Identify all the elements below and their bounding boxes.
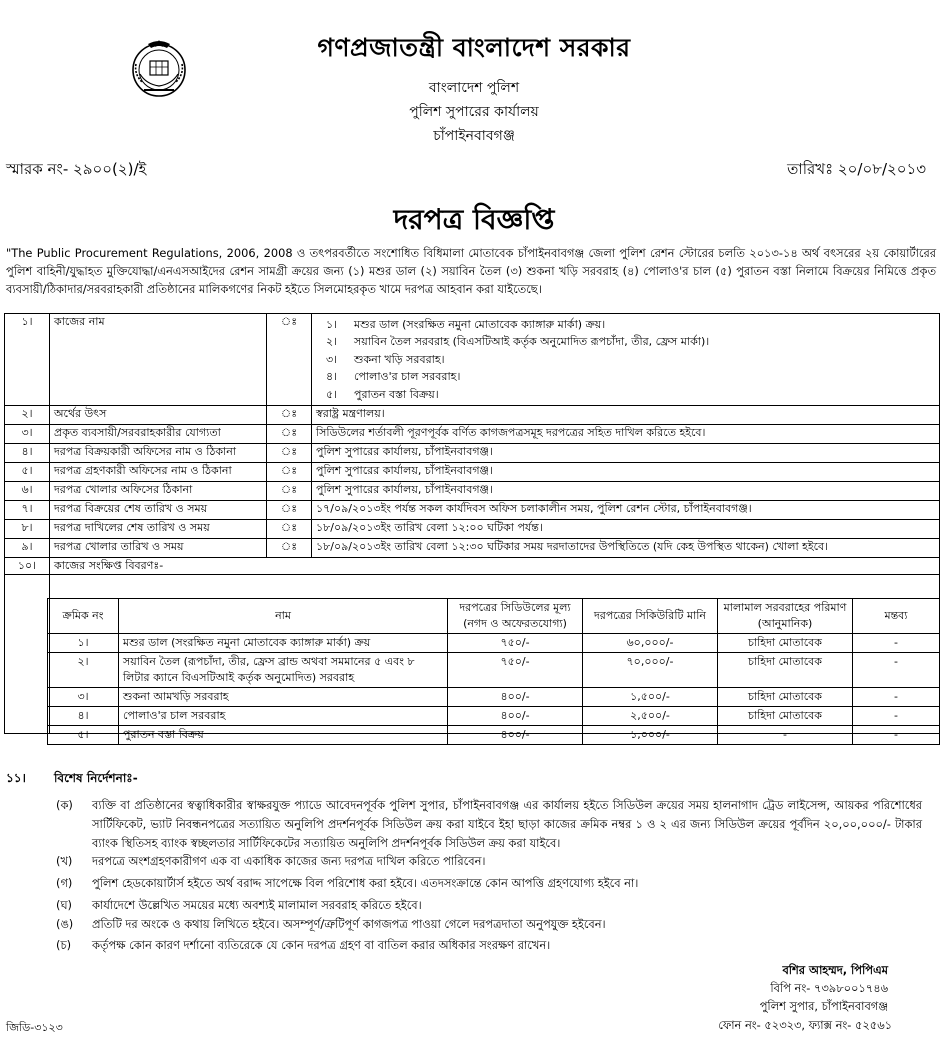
office-name: পুলিশ সুপারের কার্যালয় [409,104,539,120]
item-number-spacer [5,575,50,734]
table-row [5,314,940,406]
item-number: ৪। [5,444,50,463]
quantity-cell: চাহিদা মোতাবেক [718,634,853,653]
item-value: স্বরাষ্ট্র মন্ত্রণালয়। [312,406,940,425]
column-header: মালামাল সরবরাহের পরিমাণ (আনুমানিক) [718,599,853,634]
column-header: মন্তব্য [853,599,940,634]
item-number: ২। [5,406,50,425]
table-row [5,463,940,482]
serial-cell: ৪। [48,707,119,726]
colon-separator: ঃ [267,501,312,520]
instruction-clause: (ঙ) প্রতিটি দর অংকে ও কথায় লিখিতে হইবে। অসম্পূর্ণ/ত্রুটিপূর্ণ কাগজপত্র পাওয়া গেলে দরপত্রদাতা অনুপযুক্ত হইবেন। [56,917,606,931]
name-cell: পুরাতন বস্তা বিক্রয় [119,726,448,745]
work-item: ৪। পোলাও'র চাল সরবরাহ। [326,370,461,384]
special-instructions-heading: ১১। বিশেষ নির্দেশনাঃ- [6,771,138,785]
item-label: প্রকৃত ব্যবসায়ী/সরবরাহকারীর যোগ্যতা [50,425,267,444]
colon-separator: ঃ [267,463,312,482]
item-value: পুলিশ সুপারের কার্যালয়, চাঁপাইনবাবগঞ্জ। [312,482,940,501]
name-cell: পোলাও'র চাল সরবরাহ [119,707,448,726]
signatory-name: বশির আহম্মদ, পিপিএম [782,963,888,977]
item-number: ৮। [5,520,50,539]
quantity-cell: - [718,726,853,745]
security-money-cell: ১,৫০০/- [583,688,718,707]
item-label: দরপত্র খোলার তারিখ ও সময় [50,539,267,558]
item-label: দরপত্র খোলার অফিসের ঠিকানা [50,482,267,501]
security-money-cell: ২,৫০০/- [583,707,718,726]
item-value: পুলিশ সুপারের কার্যালয়, চাঁপাইনবাবগঞ্জ। [312,463,940,482]
table-row [5,501,940,520]
column-header: নাম [119,599,448,634]
table-row [48,653,940,688]
name-cell: শুকনা আমখড়ি সরবরাহ [119,688,448,707]
serial-cell: ৫। [48,726,119,745]
instruction-clause: (গ) পুলিশ হেডকোয়ার্টার্স হইতে অর্থ বরাদ্দ সাপেক্ষে বিল পরিশোধ করা হইবে। এতদসংক্রান্তে কোন আপত্তি গ্রহণযোগ্য হইবে না। [56,876,639,890]
security-money-cell: ১,০০০/- [583,726,718,745]
quantity-cell: চাহিদা মোতাবেক [718,707,853,726]
colon-separator: ঃ [267,539,312,558]
schedule-price-cell: ৭৫০/- [448,653,583,688]
gd-code: জিডি-৩১২৩ [6,1021,63,1034]
serial-cell: ৩। [48,688,119,707]
serial-cell: ২। [48,653,119,688]
memo-number: স্মারক নং- ২৯০০(২)/ই [6,160,147,178]
document-title: দরপত্র বিজ্ঞপ্তি [393,203,555,236]
colon-separator: ঃ [267,482,312,501]
table-row [48,707,940,726]
serial-cell: ১। [48,634,119,653]
work-item: ১। মশুর ডাল (সংরক্ষিত নমুনা মোতাবেক ক্যাঙ্গারু মার্কা) ক্রয়। [326,318,606,331]
instruction-clause: (ঘ) কার্যাদেশে উল্লেখিত সময়ের মধ্যে অবশ্যই মালামাল সরবরাহ করিতে হইবে। [56,898,422,912]
table-row [5,558,940,575]
department-name: বাংলাদেশ পুলিশ [428,80,520,96]
item-label: কাজের সংক্ষিপ্ত বিবরণঃ- [50,558,940,575]
item-value: ১৭/০৯/২০১৩ইং পর্যন্ত সকল কার্যদিবস অফিস চলাকালীন সময়, পুলিশ রেশন স্টোর, চাঁপাইনবাবগঞ্জ। [312,501,940,520]
signatory-designation: পুলিশ সুপার, চাঁপাইনবাবগঞ্জ [759,999,888,1013]
item-label: দরপত্র বিক্রয়ের শেষ তারিখ ও সময় [50,501,267,520]
issue-date: তারিখঃ ২০/০৮/২০১৩ [787,160,926,178]
remarks-cell: - [853,634,940,653]
colon-separator: ঃ [267,520,312,539]
quantity-cell: চাহিদা মোতাবেক [718,653,853,688]
instruction-clause: (চ) কর্তৃপক্ষ কোন কারণ দর্শানো ব্যতিরেকে যে কোন দরপত্র গ্রহণ বা বাতিল করার অধিকার সংরক্ষণ রাখেন। [56,938,551,952]
table-row [5,425,940,444]
column-header: ক্রমিক নং [48,599,119,634]
intro-paragraph: "The Public Procurement Regulations, 2006, 2008 ও তৎপরবর্তীতে সংশোধিত বিধিমালা মোতাবেক চাঁপাইনবাবগঞ্জ জেলা পুলিশ রেশন স্টোরের চলতি ২০১৩-১৪ অর্থ বৎসরের ২য় কোয়ার্টারের পুলিশ বাহিনী/যুদ্ধাহত মুক্তিযোদ্ধা/এনএসআইদের রেশন সামগ্রী ক্রয়ের জন্য (১) মশুর ডাল (২) সয়াবিন তৈল (৩) শুকনা খড়ি সরবরাহ (৪) পোলাও'র চাল (৫) পুরাতন বস্তা নিলামে বিক্রয়ের নিমিত্তে প্রকৃত ব্যবসায়ী/ঠিকাদার/সরবরাহকারী প্রতিষ্ঠানের মালিকগণের নিকট হইতে সিলমোহরকৃত খামে দরপত্র আহবান করা যাইতেছে। [6,246,936,296]
remarks-cell: - [853,726,940,745]
item-number: ৯। [5,539,50,558]
table-row [5,444,940,463]
item-number: ৬। [5,482,50,501]
column-header: দরপত্রের সিকিউরিটি মানি [583,599,718,634]
colon-separator: ঃ [267,406,312,425]
colon-separator: ঃ [267,425,312,444]
table-row [5,520,940,539]
item-label: কাজের নাম [50,314,267,406]
schedule-price-cell: ৭৫০/- [448,634,583,653]
schedule-price-cell: ৪০০/- [448,707,583,726]
item-value [312,314,940,406]
item-value: সিডিউলের শর্তাবলী পূরণপূর্বক বর্ণিত কাগজপত্রসমূহ দরপত্রের সহিত দাখিল করিতে হইবে। [312,425,940,444]
table-row [5,482,940,501]
item-number: ১০। [5,558,50,575]
remarks-cell: - [853,688,940,707]
name-cell: সয়াবিন তৈল (রূপচাঁদা, তীর, ফ্রেস ব্রান্ড অথবা সমমানের ৫ এবং ৮ লিটার ক্যানে বিএসটিআই কর্তৃক অনুমোদিত) সরবরাহ [119,653,448,688]
quantity-cell: চাহিদা মোতাবেক [718,688,853,707]
table-row [48,726,940,745]
special-instructions [6,770,940,790]
work-item: ২। সয়াবিন তৈল সরবরাহ (বিএসটিআই কর্তৃক অনুমোদিত রূপচাঁদা, তীর, ফ্রেস মার্কা)। [326,335,710,349]
table-row [48,634,940,653]
table-row [5,539,940,558]
remarks-cell: - [853,653,940,688]
district-name: চাঁপাইনবাবগঞ্জ [433,128,515,144]
item-number: ৭। [5,501,50,520]
table-row [48,688,940,707]
item-label: দরপত্র গ্রহণকারী অফিসের নাম ও ঠিকানা [50,463,267,482]
security-money-cell: ৬০,০০০/- [583,634,718,653]
item-label: অর্থের উৎস [50,406,267,425]
column-header: দরপত্রের সিডিউলের মূল্য (নগদ ও অফেরতযোগ্য) [448,599,583,634]
item-number: ৩। [5,425,50,444]
item-label: দরপত্র দাখিলের শেষ তারিখ ও সময় [50,520,267,539]
colon-separator: ঃ [267,314,312,406]
item-value: ১৮/০৯/২০১৩ইং তারিখ বেলা ১২:০০ ঘটিকা পর্যন্ত। [312,520,940,539]
item-value: পুলিশ সুপারের কার্যালয়, চাঁপাইনবাবগঞ্জ। [312,444,940,463]
remarks-cell: - [853,707,940,726]
table-row [5,406,940,425]
item-number: ১। [5,314,50,406]
contact-numbers: ফোন নং- ৫২৩২৩, ফ্যাক্স নং- ৫২৫৬১ [718,1018,892,1032]
security-money-cell: ৭০,০০০/- [583,653,718,688]
instruction-clause: (খ) দরপত্রে অংশগ্রহণকারীগণ এক বা একাধিক কাজের জন্য দরপত্র দাখিল করিতে পারিবেন। [56,854,486,868]
government-title: গণপ্রজাতন্ত্রী বাংলাদেশ সরকার [317,33,631,62]
bp-number: বিপি নং- ৭৩৯৮০০১৭৪৬ [770,981,888,995]
work-summary-table [47,598,940,745]
work-item: ৫। পুরাতন বস্তা বিক্রয়। [326,387,439,401]
item-value: ১৮/০৯/২০১৩ইং তারিখ বেলা ১২:৩০ ঘটিকার সময় দরদাতাদের উপস্থিতিতে (যদি কেহ উপস্থিত থাকেন) খোলা হইবে। [312,539,940,558]
colon-separator: ঃ [267,444,312,463]
table-header-row [48,599,940,634]
item-number: ৫। [5,463,50,482]
work-item: ৩। শুকনা খড়ি সরবরাহ। [326,352,445,366]
schedule-price-cell: ৪০০/- [448,726,583,745]
schedule-price-cell: ৪০০/- [448,688,583,707]
name-cell: মশুর ডাল (সংরক্ষিত নমুনা মোতাবেক ক্যাঙ্গারু মার্কা) ক্রয় [119,634,448,653]
instruction-clause: (ক) ব্যক্তি বা প্রতিষ্ঠানের স্বত্বাধিকারীর স্বাক্ষরযুক্ত প্যাডে আবেদনপূর্বক পুলিশ সুপার, চাঁপাইনবাবগঞ্জ এর কার্যালয় হইতে সিডিউল ক্রয়ের সময় হালনাগাদ ট্রেড লাইসেন্স, আয়কর পরিশোধের সার্টিফিকেট, ভ্যাট নিবন্ধনপত্রের সত্যায়িত অনুলিপি প্রদর্শনপূর্বক সিডিউল ক্রয় করা যাইবে ইহা ছাড়া কাজের ক্রমিক নম্বর ১ ও ২ এর জন্য সিডিউল ক্রয়ের পূর্বদিন ২০,০০,০০০/- টাকার ব্যাংক স্থিতিসহ ব্যাংক স্বচ্ছলতার সার্টিফিকেটের সত্যায়িত অনুলিপি প্রদর্শনপূর্বক সিডিউল ক্রয় করা যাইবে। [56,798,922,850]
item-label: দরপত্র বিক্রয়কারী অফিসের নাম ও ঠিকানা [50,444,267,463]
